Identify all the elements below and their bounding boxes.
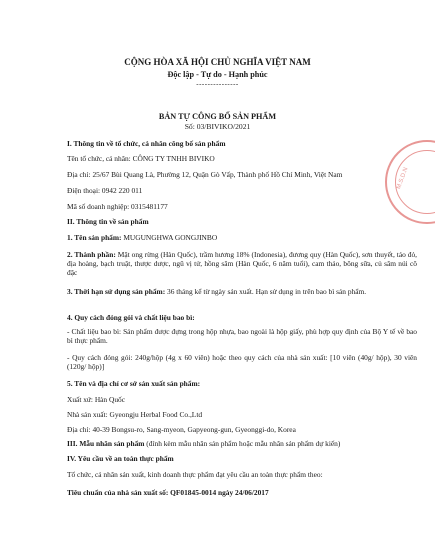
packaging-spec: - Quy cách đóng gói: 240g/hộp (4g x 60 viên) hoặc theo quy cách của nhà sản xuất: [10 viên (40g/ hộp), 30 viên (120g/ hộp)] bbox=[67, 353, 417, 371]
section-3-heading: III. Mẫu nhãn sản phẩm (đính kèm mẫu nhãn sản phẩm hoặc mẫu nhãn sản phẩm dự kiến) bbox=[67, 439, 341, 448]
origin: Xuất xứ: Hàn Quốc bbox=[67, 395, 125, 404]
org-name: Tên tổ chức, cá nhân: CÔNG TY TNHH BIVIKO bbox=[67, 154, 215, 163]
manufacturer-address: Địa chỉ: 40-39 Bongsu-ro, Sang-myeon, Gapyeong-gun, Gyeonggi-do, Korea bbox=[67, 425, 296, 434]
national-motto: Độc lập - Tự do - Hạnh phúc bbox=[167, 70, 268, 79]
packaging-material: - Chất liệu bao bì: Sản phẩm được đựng trong hộp nhựa, bao ngoài là hộp giấy, phù hợp quy định của Bộ Y tế về bao bì thực phẩm. bbox=[67, 327, 417, 345]
motto-rule: --------------- bbox=[196, 80, 239, 88]
org-phone: Điện thoại: 0942 220 011 bbox=[67, 186, 143, 195]
product-shelf-life: 3. Thời hạn sử dụng sản phẩm: 36 tháng kể từ ngày sản xuất. Hạn sử dụng in trên bao bì sản phẩm. bbox=[67, 287, 367, 296]
packaging-heading: 4. Quy cách đóng gói và chất liệu bao bì: bbox=[67, 313, 195, 322]
manufacturer-name: Nhà sản xuất: Gyeongju Herbal Food Co.,Ltd bbox=[67, 410, 203, 419]
document-title: BẢN TỰ CÔNG BỐ SẢN PHẨM bbox=[158, 112, 277, 121]
product-ingredients: 2. Thành phần: Mật ong rừng (Hàn Quốc), trầm hương 18% (Indonesia), đương quy (Hàn Quốc), sơn thuyết, táo đỏ, địa hoàng, bạch truật, thược dược, ngũ vị tử, hồng sâm (Hàn Quốc, 6 năm tuổi), cam thảo, bông sữa, củ sâm núi cô đặc bbox=[67, 250, 417, 277]
manufacturer-standard: Tiêu chuẩn của nhà sản xuất số: QF01845-0014 ngày 24/06/2017 bbox=[67, 488, 269, 497]
document-number: Số: 03/BIVIKO/2021 bbox=[184, 122, 251, 131]
safety-requirement: Tổ chức, cá nhân sản xuất, kinh doanh thực phẩm đạt yêu cầu an toàn thực phẩm theo: bbox=[67, 470, 323, 479]
org-address: Địa chỉ: 25/67 Bùi Quang Là, Phường 12, Quận Gò Vấp, Thành phố Hồ Chí Minh, Việt Nam bbox=[67, 170, 343, 179]
section-2-heading: II. Thông tin về sản phẩm bbox=[67, 217, 149, 226]
product-name: 1. Tên sản phẩm: MUGUNGHWA GONGJINBO bbox=[67, 233, 218, 242]
national-title: CỘNG HÒA XÃ HỘI CHỦ NGHĨA VIỆT NAM bbox=[124, 57, 311, 67]
org-tax-code: Mã số doanh nghiệp: 0315481177 bbox=[67, 202, 168, 211]
section-1-heading: I. Thông tin về tổ chức, cá nhân công bố sản phẩm bbox=[67, 139, 226, 148]
section-4-heading: IV. Yêu cầu về an toàn thực phẩm bbox=[67, 454, 174, 463]
manufacturer-heading: 5. Tên và địa chỉ cơ sở sản xuất sản phẩm: bbox=[67, 379, 201, 388]
company-stamp bbox=[385, 140, 435, 224]
stamp-text: M.S.D.N bbox=[396, 166, 410, 191]
